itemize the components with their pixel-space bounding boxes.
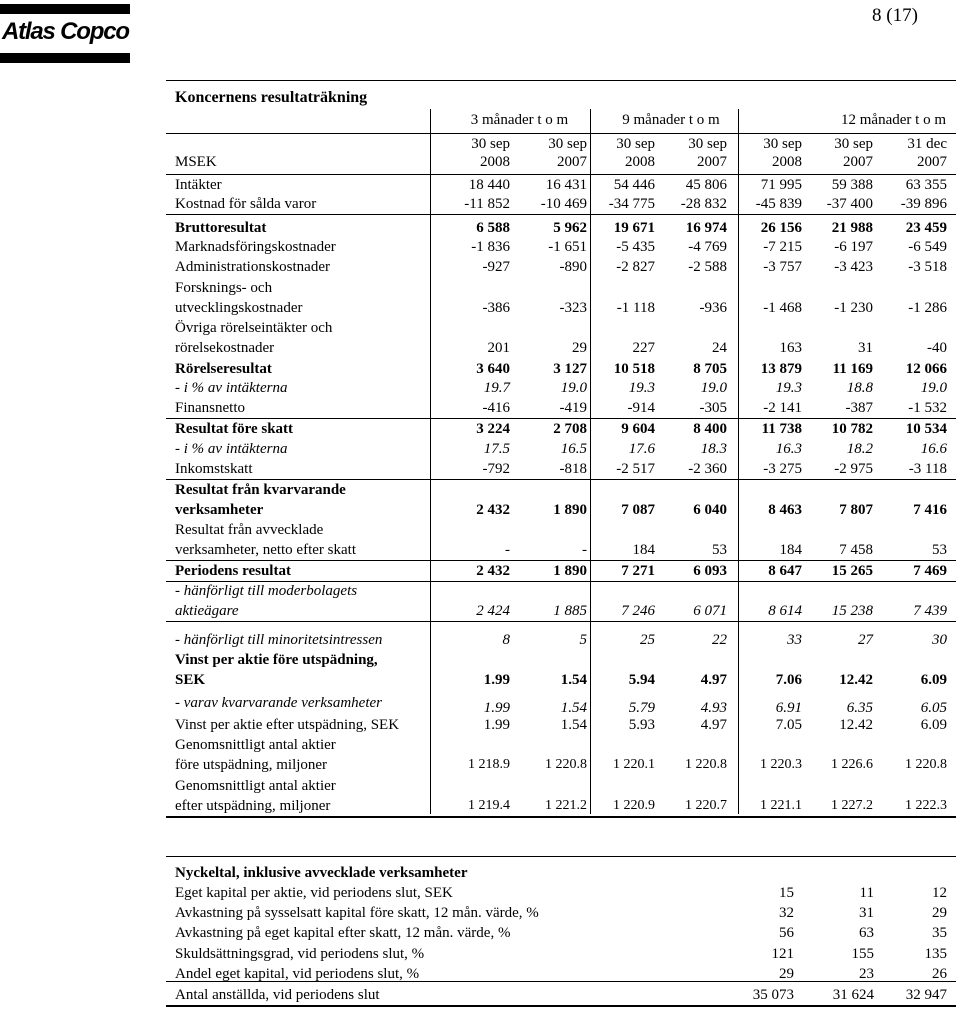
cell-value: -792 xyxy=(482,461,510,477)
cell-value: -34 775 xyxy=(608,196,655,212)
cell-value: -4 769 xyxy=(688,239,727,255)
logo-bar-top xyxy=(0,4,130,14)
cell-value: 7.06 xyxy=(775,672,802,688)
cell-value: 4.97 xyxy=(700,717,727,733)
key-figure-value: 35 xyxy=(932,925,947,941)
cell-value: 17.5 xyxy=(483,441,510,457)
cell-value: 19.7 xyxy=(483,380,510,396)
row-label: Resultat från kvarvarande xyxy=(175,482,346,498)
cell-value: 1 221.2 xyxy=(545,798,587,813)
cell-value: 16.5 xyxy=(560,441,587,457)
row-label: Resultat från avvecklade xyxy=(175,522,324,538)
column-header-year: 2007 xyxy=(843,154,873,170)
cell-value: 1 220.8 xyxy=(905,757,947,772)
cell-value: -1 836 xyxy=(471,239,510,255)
key-figure-value: 29 xyxy=(779,966,794,982)
income-statement-table xyxy=(166,80,956,818)
column-header-date: 31 dec xyxy=(907,136,947,152)
key-figure-value: 23 xyxy=(859,966,874,982)
cell-value: 1.99 xyxy=(483,717,510,733)
cell-value: 15 238 xyxy=(831,603,873,619)
key-figure-value: 63 xyxy=(859,925,874,941)
key-figure-value: 32 947 xyxy=(905,987,947,1003)
row-label: Övriga rörelseintäkter och xyxy=(175,320,333,336)
cell-value: - xyxy=(582,542,587,558)
cell-value: 8 400 xyxy=(693,421,727,437)
cell-value: 63 355 xyxy=(905,177,947,193)
cell-value: 7 246 xyxy=(621,603,655,619)
cell-value: 53 xyxy=(932,542,947,558)
cell-value: -3 757 xyxy=(763,259,802,275)
cell-value: 5.94 xyxy=(628,672,655,688)
cell-value: -914 xyxy=(627,400,655,416)
cell-value: 1 226.6 xyxy=(831,757,873,772)
cell-value: -3 423 xyxy=(834,259,873,275)
key-figure-label: Andel eget kapital, vid periodens slut, % xyxy=(175,966,420,982)
cell-value: 6.35 xyxy=(846,700,873,716)
row-label: - hänförligt till minoritetsintressen xyxy=(175,632,383,648)
cell-value: -6 197 xyxy=(834,239,873,255)
row-label: Vinst per aktie före utspädning, xyxy=(175,652,378,668)
period-group-9m: 9 månader t o m xyxy=(622,112,720,128)
cell-value: 59 388 xyxy=(831,177,873,193)
cell-value: 17.6 xyxy=(628,441,655,457)
cell-value: 12.42 xyxy=(839,717,873,733)
key-figure-value: 155 xyxy=(851,946,874,962)
cell-value: 1 885 xyxy=(553,603,587,619)
cell-value: 26 156 xyxy=(760,220,802,236)
cell-value: 22 xyxy=(712,632,727,648)
cell-value: 31 xyxy=(858,340,873,356)
key-figure-label: Antal anställda, vid periodens slut xyxy=(175,987,380,1003)
cell-value: -305 xyxy=(699,400,727,416)
cell-value: 6.05 xyxy=(920,700,947,716)
cell-value: 16 431 xyxy=(545,177,587,193)
column-header-date: 30 sep xyxy=(548,136,587,152)
cell-value: 53 xyxy=(712,542,727,558)
row-label: - varav kvarvarande verksamheter xyxy=(175,695,383,711)
cell-value: 4.93 xyxy=(700,700,727,716)
cell-value: 27 xyxy=(858,632,873,648)
cell-value: 18 440 xyxy=(468,177,510,193)
period-group-12m: 12 månader t o m xyxy=(841,112,946,128)
cell-value: 8 463 xyxy=(768,502,802,518)
column-header-year: 2007 xyxy=(917,154,947,170)
cell-value: 2 432 xyxy=(476,502,510,518)
cell-value: -11 852 xyxy=(464,196,510,212)
cell-value: 163 xyxy=(779,340,802,356)
cell-value: 7 807 xyxy=(839,502,873,518)
key-figure-label: Avkastning på sysselsatt kapital före skatt, 12 mån. värde, % xyxy=(175,905,539,921)
cell-value: 19 671 xyxy=(613,220,655,236)
cell-value: 29 xyxy=(572,340,587,356)
cell-value: 1 220.8 xyxy=(685,757,727,772)
row-label-continued: rörelsekostnader xyxy=(175,340,275,356)
cell-value: 7 439 xyxy=(913,603,947,619)
key-figure-value: 35 073 xyxy=(752,987,794,1003)
key-figure-label: Skuldsättningsgrad, vid periodens slut, % xyxy=(175,946,425,962)
cell-value: 7 416 xyxy=(913,502,947,518)
row-label-continued: SEK xyxy=(175,672,206,688)
company-logo xyxy=(0,0,130,64)
cell-value: -818 xyxy=(559,461,587,477)
key-figures-title: Nyckeltal, inklusive avvecklade verksamheter xyxy=(175,865,468,881)
cell-value: 1 890 xyxy=(553,502,587,518)
key-figure-value: 12 xyxy=(932,885,947,901)
cell-value: 1.99 xyxy=(483,672,510,688)
cell-value: 8 705 xyxy=(693,361,727,377)
header-rule-bottom xyxy=(166,174,956,175)
row-label: Forsknings- och xyxy=(175,280,273,296)
cell-value: -39 896 xyxy=(900,196,947,212)
row-label-continued: utvecklingskostnader xyxy=(175,300,303,316)
cell-value: -3 518 xyxy=(908,259,947,275)
cell-value: 8 xyxy=(502,632,510,648)
column-header-year: 2008 xyxy=(772,154,802,170)
cell-value: 15 265 xyxy=(831,563,873,579)
key-figures-table xyxy=(166,856,956,1007)
cell-value: 18.2 xyxy=(846,441,873,457)
cell-value: 71 995 xyxy=(760,177,802,193)
unit-label: MSEK xyxy=(175,154,217,170)
key-figure-value: 32 xyxy=(779,905,794,921)
cell-value: 1 220.8 xyxy=(545,757,587,772)
cell-value: -6 549 xyxy=(908,239,947,255)
cell-value: -28 832 xyxy=(680,196,727,212)
cell-value: -1 118 xyxy=(616,300,655,316)
row-label: - hänförligt till moderbolagets xyxy=(175,583,358,599)
cell-value: -5 435 xyxy=(616,239,655,255)
cell-value: 1 222.3 xyxy=(905,798,947,813)
cell-value: 2 708 xyxy=(553,421,587,437)
cell-value: 7 271 xyxy=(621,563,655,579)
cell-value: 1 219.4 xyxy=(468,798,510,813)
cell-value: 1 220.1 xyxy=(613,757,655,772)
row-separator xyxy=(166,560,956,561)
column-header-date: 30 sep xyxy=(834,136,873,152)
cell-value: 11 738 xyxy=(761,421,802,437)
cell-value: 25 xyxy=(640,632,655,648)
cell-value: -40 xyxy=(927,340,947,356)
cell-value: -386 xyxy=(482,300,510,316)
row-label: Inkomstskatt xyxy=(175,461,253,477)
cell-value: -927 xyxy=(482,259,510,275)
logo-bar-bottom xyxy=(0,53,130,63)
cell-value: 5.79 xyxy=(628,700,655,716)
cell-value: 1.99 xyxy=(483,700,510,716)
column-header-year: 2007 xyxy=(557,154,587,170)
logo-wordmark: Atlas Copco xyxy=(2,18,129,45)
row-label: Finansnetto xyxy=(175,400,245,416)
row-label: Rörelseresultat xyxy=(175,361,272,377)
cell-value: -936 xyxy=(699,300,727,316)
key-figure-label: Eget kapital per aktie, vid periodens slut, SEK xyxy=(175,885,453,901)
cell-value: -2 588 xyxy=(688,259,727,275)
cell-value: -2 827 xyxy=(616,259,655,275)
cell-value: 184 xyxy=(632,542,655,558)
key-figure-value: 15 xyxy=(779,885,794,901)
row-label: Genomsnittligt antal aktier xyxy=(175,737,336,753)
cell-value: 201 xyxy=(487,340,510,356)
cell-value: 1 890 xyxy=(553,563,587,579)
row-label: Bruttoresultat xyxy=(175,220,267,236)
cell-value: 16 974 xyxy=(685,220,727,236)
cell-value: 6 071 xyxy=(693,603,727,619)
cell-value: 6.09 xyxy=(920,672,947,688)
cell-value: -2 975 xyxy=(834,461,873,477)
cell-value: 18.8 xyxy=(846,380,873,396)
cell-value: 24 xyxy=(712,340,727,356)
key-figure-value: 26 xyxy=(932,966,947,982)
cell-value: 2 432 xyxy=(476,563,510,579)
cell-value: -323 xyxy=(559,300,587,316)
cell-value: 12 066 xyxy=(905,361,947,377)
key-figure-value: 121 xyxy=(771,946,794,962)
row-separator xyxy=(166,418,956,419)
cell-value: 4.97 xyxy=(700,672,727,688)
cell-value: -1 532 xyxy=(908,400,947,416)
cell-value: 1 220.3 xyxy=(760,757,802,772)
cell-value: 11 169 xyxy=(832,361,873,377)
cell-value: 45 806 xyxy=(685,177,727,193)
cell-value: -419 xyxy=(559,400,587,416)
cell-value: -3 118 xyxy=(908,461,947,477)
cell-value: 227 xyxy=(632,340,655,356)
cell-value: 2 424 xyxy=(476,603,510,619)
cell-value: 18.3 xyxy=(700,441,727,457)
cell-value: 5 xyxy=(579,632,587,648)
key-figure-value: 31 xyxy=(859,905,874,921)
cell-value: -1 651 xyxy=(548,239,587,255)
column-header-date: 30 sep xyxy=(763,136,802,152)
cell-value: 10 782 xyxy=(831,421,873,437)
cell-value: 1 220.7 xyxy=(685,798,727,813)
row-label: Administrationskostnader xyxy=(175,259,330,275)
row-separator xyxy=(166,479,956,480)
cell-value: -890 xyxy=(559,259,587,275)
cell-value: 1 220.9 xyxy=(613,798,655,813)
header-rule-top xyxy=(166,133,956,134)
row-label: - i % av intäkterna xyxy=(175,441,288,457)
cell-value: 3 127 xyxy=(553,361,587,377)
cell-value: -2 360 xyxy=(688,461,727,477)
cell-value: 7 469 xyxy=(913,563,947,579)
cell-value: 8 647 xyxy=(768,563,802,579)
cell-value: 19.0 xyxy=(700,380,727,396)
key-figure-value: 29 xyxy=(932,905,947,921)
key-figure-value: 11 xyxy=(859,885,874,901)
cell-value: 7.05 xyxy=(775,717,802,733)
cell-value: 7 087 xyxy=(621,502,655,518)
period-group-3m: 3 månader t o m xyxy=(470,112,569,128)
income-statement-title: Koncernens resultaträkning xyxy=(175,89,368,106)
cell-value: -37 400 xyxy=(826,196,873,212)
cell-value: 1 221.1 xyxy=(760,798,802,813)
cell-value: 1.54 xyxy=(560,672,587,688)
key-figure-value: 31 624 xyxy=(832,987,874,1003)
cell-value: 5.93 xyxy=(628,717,655,733)
cell-value: 6 588 xyxy=(476,220,510,236)
row-label: - i % av intäkterna xyxy=(175,380,288,396)
column-header-date: 30 sep xyxy=(688,136,727,152)
cell-value: -2 141 xyxy=(763,400,802,416)
column-header-year: 2007 xyxy=(697,154,727,170)
cell-value: -1 468 xyxy=(763,300,802,316)
cell-value: 8 614 xyxy=(768,603,802,619)
cell-value: 12.42 xyxy=(839,672,873,688)
cell-value: 9 604 xyxy=(621,421,655,437)
cell-value: 3 640 xyxy=(476,361,510,377)
cell-value: 16.6 xyxy=(920,441,947,457)
cell-value: 19.3 xyxy=(628,380,655,396)
column-header-date: 30 sep xyxy=(616,136,655,152)
cell-value: - xyxy=(505,542,510,558)
cell-value: 54 446 xyxy=(613,177,655,193)
cell-value: 10 518 xyxy=(613,361,655,377)
row-label-continued: verksamheter, netto efter skatt xyxy=(175,542,356,558)
cell-value: -10 469 xyxy=(540,196,587,212)
row-label-continued: efter utspädning, miljoner xyxy=(175,798,331,814)
row-label: Intäkter xyxy=(175,177,222,193)
row-label: Resultat före skatt xyxy=(175,421,294,437)
cell-value: -7 215 xyxy=(763,239,802,255)
cell-value: 1 227.2 xyxy=(831,798,873,813)
cell-value: 19.3 xyxy=(775,380,802,396)
row-label-continued: aktieägare xyxy=(175,603,239,619)
key-figure-label: Avkastning på eget kapital efter skatt, 12 mån. värde, % xyxy=(175,925,511,941)
cell-value: 1.54 xyxy=(560,717,587,733)
row-label: Kostnad för sålda varor xyxy=(175,196,317,212)
column-header-date: 30 sep xyxy=(471,136,510,152)
cell-value: 3 224 xyxy=(476,421,510,437)
cell-value: 184 xyxy=(779,542,802,558)
cell-value: 16.3 xyxy=(775,441,802,457)
row-label: Genomsnittligt antal aktier xyxy=(175,778,336,794)
row-label: Vinst per aktie efter utspädning, SEK xyxy=(175,717,400,733)
row-label-continued: verksamheter xyxy=(175,502,264,518)
cell-value: -3 275 xyxy=(763,461,802,477)
column-header-year: 2008 xyxy=(625,154,655,170)
cell-value: 23 459 xyxy=(905,220,947,236)
cell-value: 6 040 xyxy=(693,502,727,518)
row-label: Periodens resultat xyxy=(175,563,291,579)
key-figure-value: 56 xyxy=(779,925,794,941)
cell-value: -416 xyxy=(482,400,510,416)
cell-value: -1 286 xyxy=(908,300,947,316)
cell-value: 5 962 xyxy=(553,220,587,236)
cell-value: -45 839 xyxy=(755,196,802,212)
cell-value: 33 xyxy=(787,632,802,648)
cell-value: -2 517 xyxy=(616,461,655,477)
page-number: 8 (17) xyxy=(872,5,918,26)
row-separator xyxy=(166,214,956,215)
cell-value: -387 xyxy=(845,400,873,416)
cell-value: 10 534 xyxy=(905,421,947,437)
cell-value: 19.0 xyxy=(920,380,947,396)
cell-value: 1.54 xyxy=(560,700,587,716)
cell-value: -1 230 xyxy=(834,300,873,316)
cell-value: 6 093 xyxy=(693,563,727,579)
cell-value: 1 218.9 xyxy=(468,757,510,772)
cell-value: 6.91 xyxy=(775,700,802,716)
row-label: Marknadsföringskostnader xyxy=(175,239,336,255)
cell-value: 7 458 xyxy=(839,542,873,558)
cell-value: 30 xyxy=(932,632,947,648)
key-figure-value: 135 xyxy=(924,946,947,962)
cell-value: 6.09 xyxy=(920,717,947,733)
column-header-year: 2008 xyxy=(480,154,510,170)
row-label-continued: före utspädning, miljoner xyxy=(175,757,328,773)
cell-value: 13 879 xyxy=(760,361,802,377)
cell-value: 21 988 xyxy=(831,220,873,236)
row-separator xyxy=(166,621,956,622)
cell-value: 19.0 xyxy=(560,380,587,396)
